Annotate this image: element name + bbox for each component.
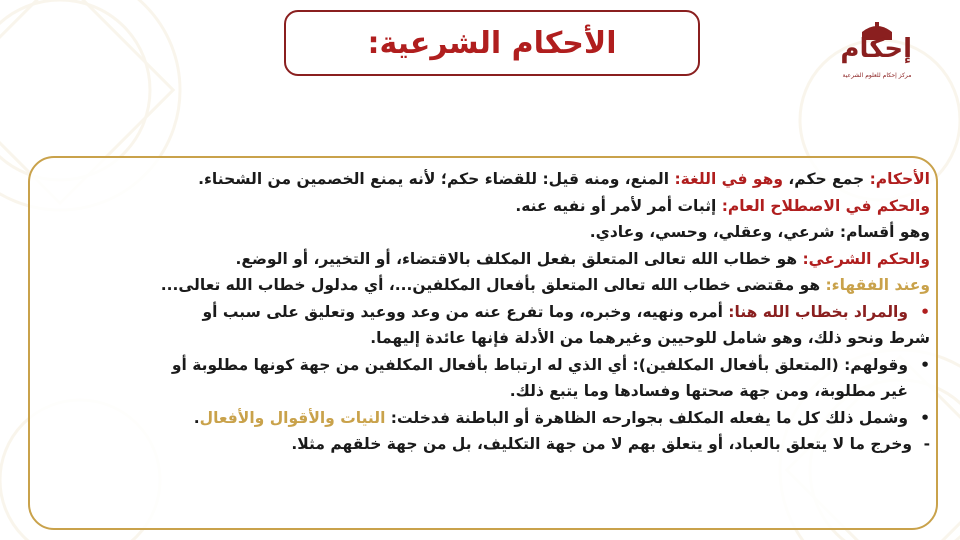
text: وهو أقسام: شرعي، وعقلي، وحسي، وعادي. (589, 223, 930, 241)
text: . (193, 408, 200, 427)
text: إثبات أمر لأمر أو نفيه عنه. (515, 196, 722, 215)
text: جمع حكم، (783, 170, 870, 188)
text: هو مقتضى خطاب الله تعالى المتعلق بأفعال المكلفين...، أي مدلول خطاب الله تعالى... (160, 276, 826, 294)
bullet-icon: • (920, 302, 930, 321)
bullet-icon: • (920, 355, 930, 374)
page-title: الأحكام الشرعية: (367, 25, 617, 61)
term-lang: وهو في اللغة: (674, 170, 783, 188)
text: هو خطاب الله تعالى المتعلق بفعل المكلف بالاقتضاء، أو التخيير، أو الوضع. (235, 249, 803, 268)
dash-icon: - (923, 435, 930, 453)
paragraph-shari (50, 246, 930, 273)
term-shari: والحكم الشرعي: (802, 249, 930, 268)
paragraph-aqsam (50, 219, 930, 246)
text: وقولهم: (المتعلق بأفعال المكلفين): أي الذي له ارتباط بأفعال المكلفين من جهة كونها مطلوبة أو (171, 355, 908, 374)
text: غير مطلوبة، ومن جهة صحتها وفسادها وما يتبع ذلك. (509, 382, 908, 400)
logo-word: إحكام (840, 34, 912, 64)
title-box (284, 10, 700, 76)
text: شرط ونحو ذلك، وهو شامل للوحيين وغيرهما من الأدلة فإنها عائدة إليهما. (370, 329, 930, 347)
logo (842, 22, 912, 92)
term-murad: والمراد بخطاب الله هنا: (728, 302, 908, 321)
list-item (50, 431, 930, 458)
term-istilah: والحكم في الاصطلاح العام: (721, 196, 930, 215)
text: وخرج ما لا يتعلق بالعباد، أو يتعلق بهم لا من جهة التكليف، بل من جهة خلقهم مثلا. (291, 435, 912, 453)
list-item (50, 405, 930, 432)
logo-subtitle: مركز إحكام للعلوم الشرعية (842, 72, 912, 79)
term-niyyat: النيات والأقوال والأفعال (199, 408, 386, 427)
paragraph-istilah (50, 193, 930, 220)
bullet-icon: • (920, 408, 930, 427)
term-ahkam: الأحكام: (869, 170, 930, 188)
term-fuqaha: وعند الفقهاء: (825, 276, 930, 294)
content-text (50, 166, 930, 458)
list-item (50, 299, 930, 352)
list-item (50, 352, 930, 405)
text: المنع، ومنه قيل: للقضاء حكم؛ لأنه يمنع الخصمين من الشحناء. (198, 170, 675, 188)
paragraph-fuqaha (50, 272, 930, 299)
text: وشمل ذلك كل ما يفعله المكلف بجوارحه الظاهرة أو الباطنة فدخلت: (385, 408, 908, 427)
paragraph-ahkam (50, 166, 930, 193)
text: أمره ونهيه، وخبره، وما تفرع عنه من وعد ووعيد وتعليق على سبب أو (202, 302, 729, 321)
